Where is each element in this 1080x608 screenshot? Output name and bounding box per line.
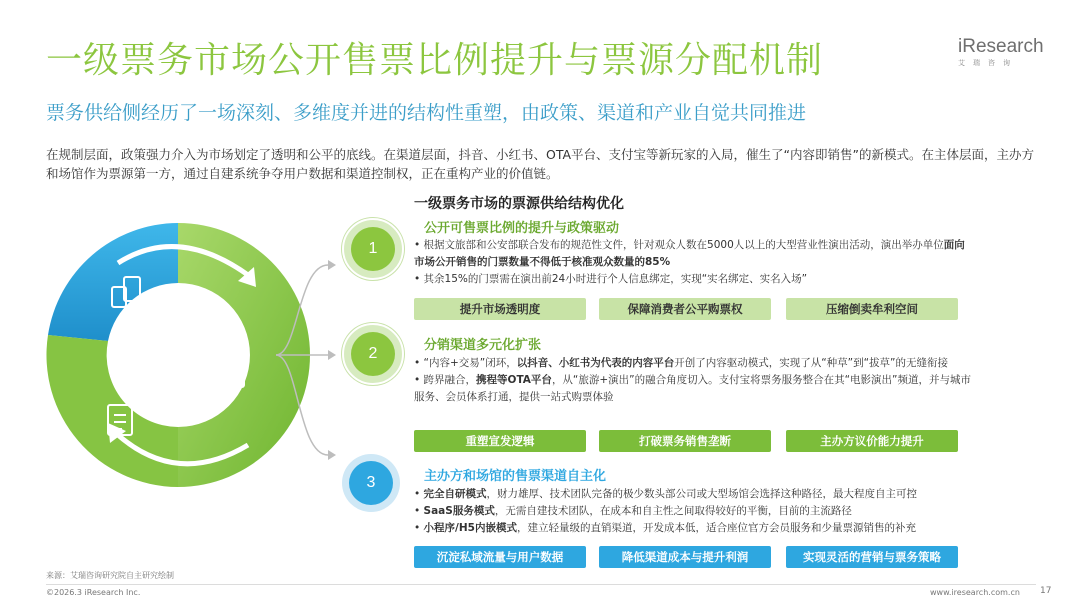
block-3-bullet-3: • 小程序/H5内嵌模式，建立轻量级的直销渠道，开发成本低，适合座位官方会员服务和少量票源销售的补充 bbox=[414, 522, 916, 534]
ticket-icon bbox=[218, 355, 244, 387]
tag-break-monopoly: 打破票务销售垄断 bbox=[599, 430, 771, 452]
tag-private-traffic: 沉淀私域流量与用户数据 bbox=[414, 546, 586, 568]
logo-cn: 艾瑞咨询 bbox=[958, 59, 1018, 67]
tag-reshape-marketing: 重塑宣发逻辑 bbox=[414, 430, 586, 452]
step-3-number: 3 bbox=[349, 461, 393, 505]
block-1-bullet-1: • 根据文旅部和公安部联合发布的规范性文件，针对观众人数在5000人以上的大型营业性演出活动，演出举办单位面向市场公开销售的门票数量不得低于核准观众数量的85% bbox=[414, 239, 965, 268]
website: www.iresearch.com.cn bbox=[930, 588, 1020, 597]
iresearch-logo bbox=[958, 36, 1046, 72]
step-2-number: 2 bbox=[351, 332, 395, 376]
block-3-bullet-2: • SaaS服务模式，无需自建技术团队，在成本和自主性之间取得较好的平衡，目前的主流路径 bbox=[414, 505, 852, 517]
section-title: 一级票务市场的票源供给结构优化 bbox=[414, 196, 624, 212]
step-1-number: 1 bbox=[351, 227, 395, 271]
source-note: 来源：艾瑞咨询研究院自主研究绘制 bbox=[46, 571, 174, 580]
footer-divider bbox=[46, 584, 1036, 585]
block-1-title: 公开可售票比例的提升与政策驱动 bbox=[424, 221, 620, 236]
block-2-bullet-1: • “内容+交易”闭环，以抖音、小红书为代表的内容平台开创了内容驱动模式，实现了从“种草”到“拔草”的无缝衔接 bbox=[414, 357, 948, 369]
logo-brand: iResearch bbox=[958, 36, 1044, 57]
page-number: 17 bbox=[1040, 586, 1052, 596]
block-1-bullets bbox=[414, 237, 974, 288]
donut-segment-green-lower bbox=[46, 335, 178, 487]
step-2-circle bbox=[342, 323, 404, 385]
tag-flexible-strategy: 实现灵活的营销与票务策略 bbox=[786, 546, 958, 568]
step-3-circle bbox=[342, 454, 400, 512]
block-3-title: 主办方和场馆的售票渠道自主化 bbox=[424, 469, 607, 484]
tag-reduce-scalping: 压缩倒卖牟利空间 bbox=[786, 298, 958, 320]
tag-reduce-channel-cost: 降低渠道成本与提升利润 bbox=[599, 546, 771, 568]
block-2-bullets bbox=[414, 355, 974, 406]
block-1-bullet-2: • 其余15%的门票需在演出前24小时进行个人信息绑定，实现“实名绑定、实名入场” bbox=[414, 273, 808, 285]
block-3-bullets bbox=[414, 486, 974, 537]
intro-paragraph: 在规制层面，政策强力介入为市场划定了透明和公平的底线。在渠道层面，抖音、小红书、OTA平台、支付宝等新玩家的入局，催生了“内容即销售”的新模式。在主体层面，主办方和场馆作为票源第一方，通过自建系统争夺用户数据和渠道控制权，正在重构产业的价值链。 bbox=[46, 147, 1035, 181]
copyright: ©2026.3 iResearch Inc. bbox=[46, 588, 141, 597]
donut-segment-blue bbox=[48, 223, 178, 341]
step-1-circle bbox=[342, 218, 404, 280]
block-2-title: 分销渠道多元化扩张 bbox=[424, 338, 542, 353]
page-subtitle: 票务供给侧经历了一场深刻、多维度并进的结构性重塑，由政策、渠道和产业自觉共同推进 bbox=[46, 102, 807, 124]
page-title: 一级票务市场公开售票比例提升与票源分配机制 bbox=[46, 40, 824, 81]
tag-fair-purchase: 保障消费者公平购票权 bbox=[599, 298, 771, 320]
block-3-bullet-1: • 完全自研模式，财力雄厚、技术团队完备的极少数头部公司或大型场馆会选择这种路径，最大程度自主可控 bbox=[414, 488, 918, 500]
block-2-bullet-2: • 跨界融合，携程等OTA平台，从“旅游+演出”的融合角度切入。支付宝将票务服务整合在其“电影演出”频道，并与城市服务、会员体系打通，提供一站式购票体验 bbox=[414, 374, 971, 403]
tag-bargaining-power: 主办方议价能力提升 bbox=[786, 430, 958, 452]
tag-market-transparency: 提升市场透明度 bbox=[414, 298, 586, 320]
svg-text:%: % bbox=[226, 372, 238, 386]
